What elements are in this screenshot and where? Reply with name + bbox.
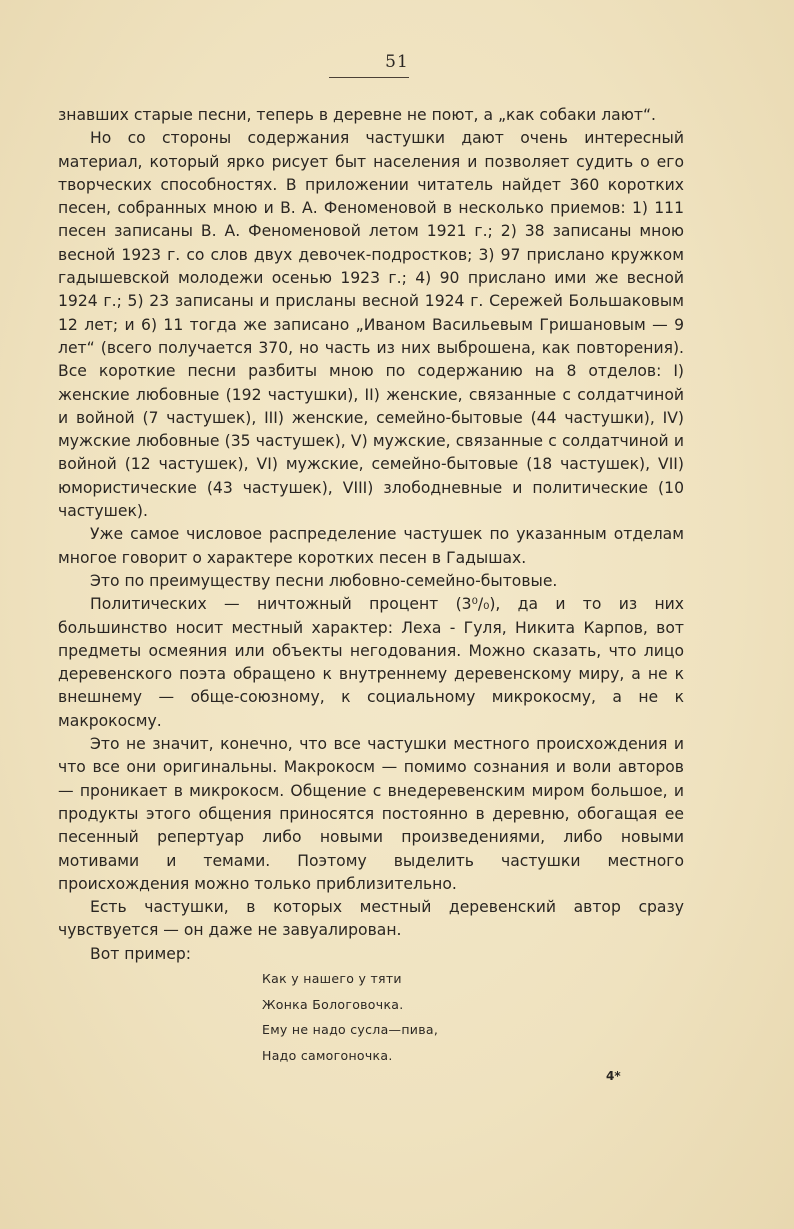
- poem-line: Как у нашего у тяти: [262, 971, 402, 986]
- paragraph: знавших старые песни, теперь в деревне не поют, а „как собаки лают“.: [58, 106, 656, 124]
- poem-line: Ему не надо сусла—пива,: [262, 1022, 439, 1037]
- paragraph: Но со стороны содержания частушки дают очень интересный материал, который ярко рисует быт населения и позволяет судить о его творческих способностях. В приложении читатель найдет 360 коротких песен, собранных мною и В. А. Феноменовой в несколько приемов: 1) 111 песен записаны В. А. Феноменовой летом 1921 г.; 2) 38 записаны мною весной 1923 г. со слов двух девочек-подростков; 3) 97 прислано кружком гадышевской молодежи осенью 1923 г.; 4) 90 прислано ими же весной 1924 г.; 5) 23 записаны и присланы весной 1924 г. Сережей Большаковым 12 лет; и 6) 11 тогда же записано „Иваном Васильевым Гришановым — 9 лет“ (всего получается 370, но часть из них выброшена, как повторения). Все короткие песни разбиты мною по содержанию на 8 отделов: I) женские любовные (192 частушки), II) женские, связанные с солдатчиной и войной (7 частушек), III) женские, семейно-бытовые (44 частушки), IV) мужские любовные (35 частушек), V) мужские, связанные с солдатчиной и войной (12 частушек), VI) мужские, семейно-бытовые (18 частушек), VII) юмористические (43 частушек), VIII) злободневные и политические (10 частушек).: [58, 129, 684, 521]
- paragraph: Это не значит, конечно, что все частушки местного происхождения и что все они оригинальны. Макрокосм — помимо сознания и воли авторов — проникает в микрокосм. Общение с внедеревенским миром большое, и продукты этого общения приносятся постоянно в деревню, обогащая ее песенный репертуар либо новыми произведениями, либо новыми мотивами и темами. Поэтому выделить частушки местного происхождения можно только приблизительно.: [58, 735, 684, 893]
- page-number: 51: [385, 52, 409, 72]
- poem-line: Надо самогоночка.: [262, 1047, 393, 1063]
- header-rule: [329, 77, 409, 78]
- paragraph: Есть частушки, в которых местный деревенский автор сразу чувствуется — он даже не завуалирован.: [58, 898, 684, 940]
- poem-line: Жонка Бологовочка.: [262, 996, 404, 1012]
- paragraph: Политических — ничтожный процент (3⁰/₀), да и то из них большинство носит местный характер: Леха - Гуля, Никита Карпов, вот предметы осмеяния или объекты негодования. Можно сказать, что лицо деревенского поэта обращено к внутреннему деревенскому миру, а не к внешнему — обще-союзному, к социальному микрокосму, а не к макрокосму.: [58, 595, 684, 730]
- paragraph: Вот пример:: [90, 944, 192, 963]
- poem-quote: [262, 966, 438, 1068]
- body-text: [58, 104, 684, 966]
- paragraph: Уже самое числовое распределение частушек по указанным отделам многое говорит о характере коротких песен в Гадышах.: [58, 525, 684, 567]
- paragraph: Это по преимуществу песни любовно-семейно-бытовые.: [90, 571, 558, 590]
- signature-mark: 4*: [606, 1069, 621, 1083]
